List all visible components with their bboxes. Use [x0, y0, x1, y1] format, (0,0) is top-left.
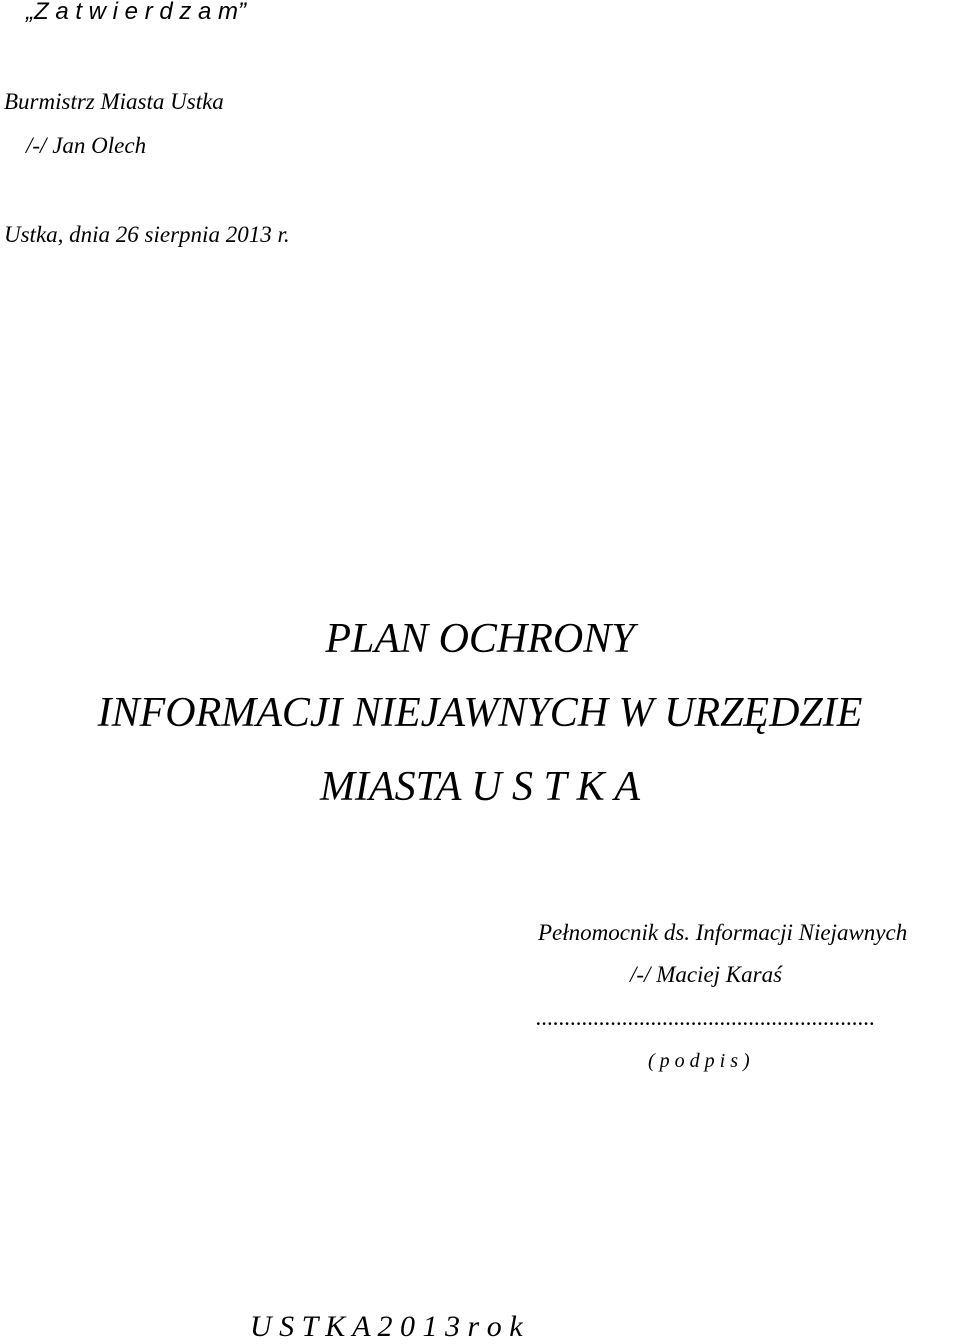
document-title-line-2: INFORMACJI NIEJAWNYCH W URZĘDZIE: [97, 690, 863, 736]
document-title-line-3: MIASTA U S T K A: [319, 764, 641, 810]
plenipotentiary-title: Pełnomocnik ds. Informacji Niejawnych: [538, 920, 908, 945]
approval-date: Ustka, dnia 26 sierpnia 2013 r.: [4, 222, 290, 247]
signature-caption: ( p o d p i s ): [648, 1050, 750, 1072]
signature-line: ...........................................................: [536, 1005, 876, 1030]
footer-place-year: U S T K A 2 0 1 3 r o k: [250, 1310, 523, 1343]
document-title-line-1: PLAN OCHRONY: [325, 616, 635, 662]
approval-label: „Z a t w i e r d z a m”: [26, 0, 247, 25]
plenipotentiary-name: /-/ Maciej Karaś: [630, 962, 783, 987]
approver-name: /-/ Jan Olech: [26, 133, 147, 158]
approver-title: Burmistrz Miasta Ustka: [4, 89, 224, 114]
